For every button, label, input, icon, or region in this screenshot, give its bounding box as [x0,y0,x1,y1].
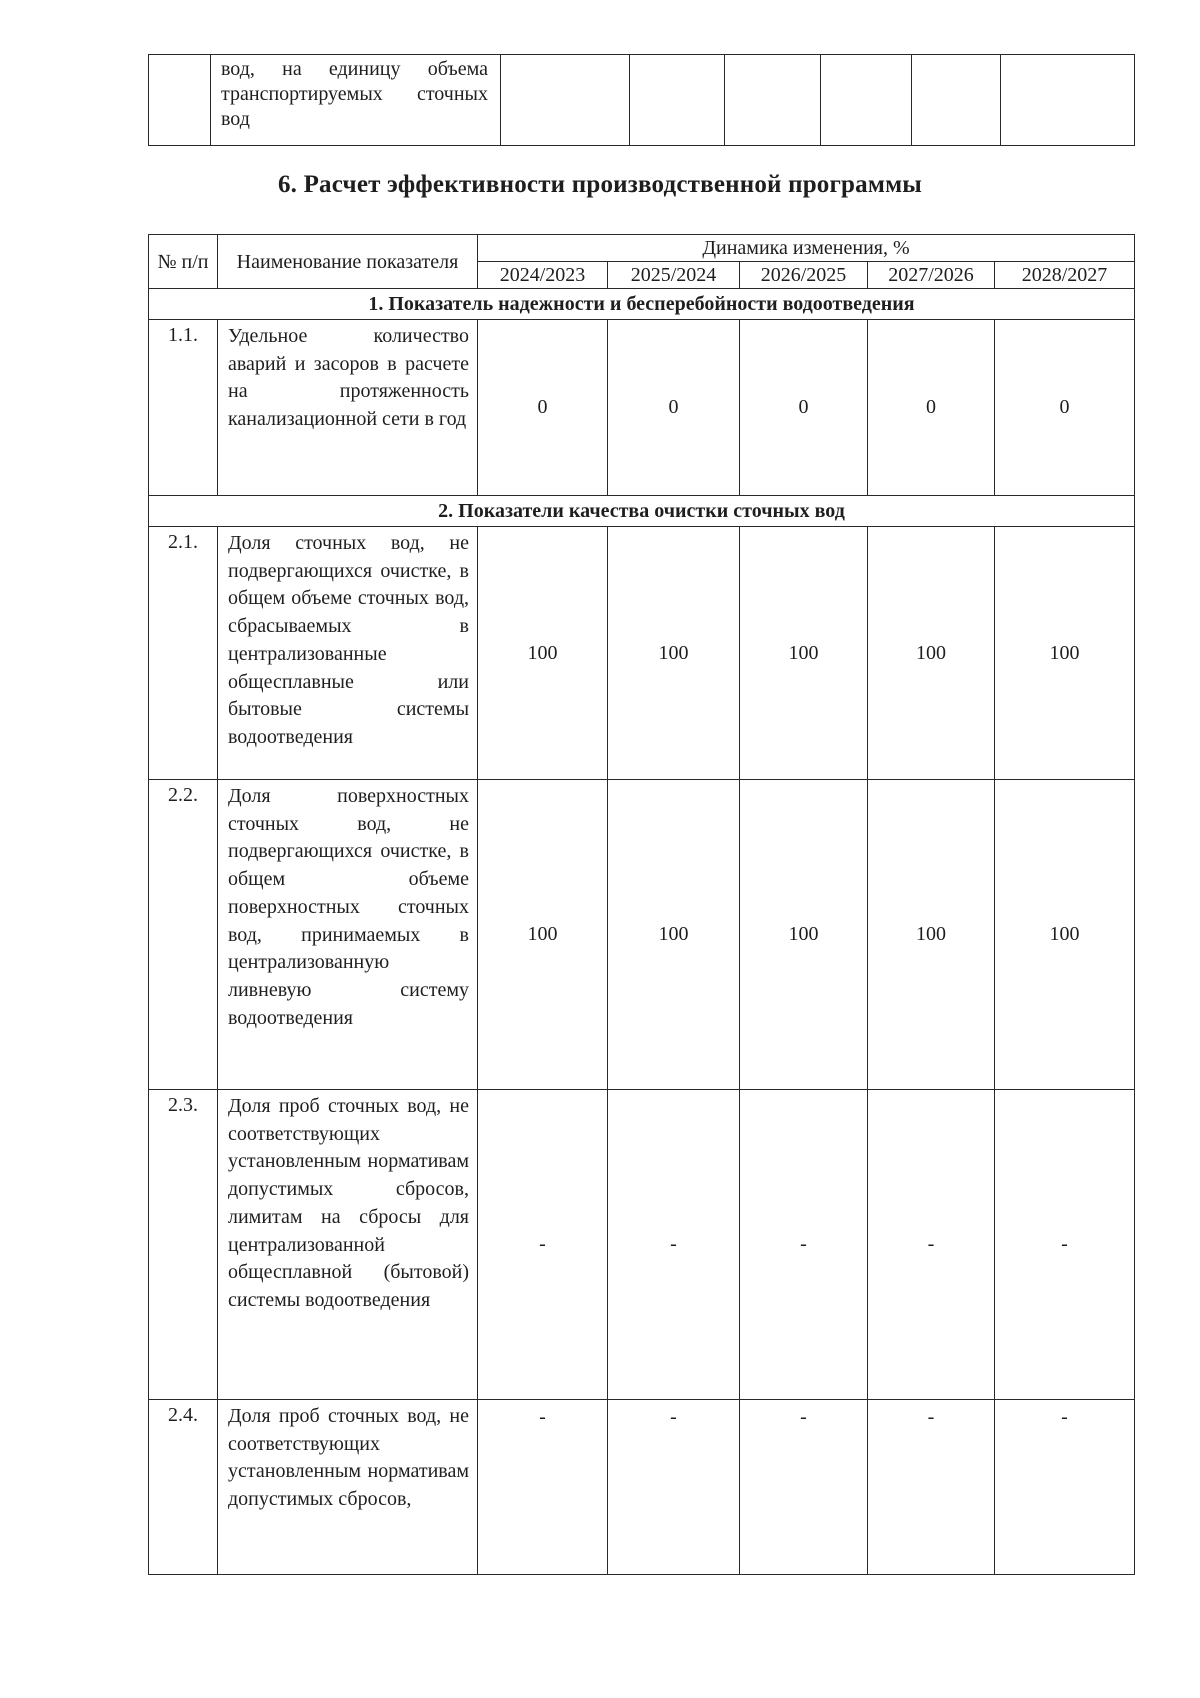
value-cell: 0 [868,320,995,496]
empty-cell [149,55,211,146]
col-header-name: Наименование показателя [218,235,478,289]
value-cell: - [868,1090,995,1400]
value-cell: 100 [740,780,868,1090]
empty-cell [821,55,912,146]
value-cell: 100 [478,527,608,780]
value-cell: 100 [608,527,740,780]
empty-cell [912,55,1001,146]
value-cell: 100 [478,780,608,1090]
row-number: 2.2. [149,780,218,1090]
indicator-cell [218,1400,478,1575]
value-cell: - [995,1090,1135,1400]
empty-cell [1001,55,1135,146]
value-cell: 100 [868,780,995,1090]
indicator-cell [218,780,478,1090]
table-row [149,780,1135,1090]
continuation-table [148,54,1135,146]
indicator-name: Доля поверхностных сточных вод, не подвергающихся очистке, в общем объеме поверхностных сточных вод, принимаемых в централизованную ливневую систему водоотведения [228,785,469,1029]
value-cell: - [478,1090,608,1400]
table-row [149,1090,1135,1400]
indicator-name-text: вод, на единицу объема транспортируемых сточных вод [221,58,488,130]
indicator-name-cell [211,55,501,146]
section-title: 6. Расчет эффективности производственной программы [277,171,923,198]
value-cell: - [740,1090,868,1400]
table-row [149,320,1135,496]
empty-cell [725,55,821,146]
indicator-name: Удельное количество аварий и засоров в расчете на протяженность канализационной сети в год [228,325,469,431]
empty-cell [501,55,630,146]
group-title: 2. Показатели качества очистки сточных вод [149,496,1135,527]
value-cell: 100 [740,527,868,780]
indicator-name: Доля проб сточных вод, не соответствующих установленным нормативам допустимых сбросов, [228,1405,469,1511]
row-number: 1.1. [149,320,218,496]
empty-cell [630,55,725,146]
value-cell: 0 [608,320,740,496]
value-cell: - [740,1400,868,1575]
col-header-number: № п/п [149,235,218,289]
value-cell: 100 [995,527,1135,780]
col-header-period: 2025/2024 [608,262,740,289]
value-cell: 0 [740,320,868,496]
table-row [149,527,1135,780]
indicator-name: Доля проб сточных вод, не соответствующих установленным нормативам допустимых сбросов, лимитам на сбросы для централизованной общесплавной (бытовой) системы водоотведения [228,1095,469,1311]
row-number: 2.4. [149,1400,218,1575]
value-cell: - [868,1400,995,1575]
value-cell: - [608,1400,740,1575]
table-row [149,1400,1135,1575]
row-number: 2.1. [149,527,218,780]
indicator-cell [218,320,478,496]
value-cell: - [995,1400,1135,1575]
group-title: 1. Показатель надежности и бесперебойности водоотведения [149,289,1135,320]
indicator-cell [218,1090,478,1400]
value-cell: 0 [478,320,608,496]
col-header-period: 2028/2027 [995,262,1135,289]
indicator-name: Доля сточных вод, не подвергающихся очистке, в общем объеме сточных вод, сбрасываемых в централизованные общесплавные или бытовые системы водоотведения [228,532,469,748]
col-header-period: 2026/2025 [740,262,868,289]
row-number: 2.3. [149,1090,218,1400]
value-cell: 100 [868,527,995,780]
value-cell: - [608,1090,740,1400]
efficiency-table [148,234,1135,1575]
col-header-dynamics: Динамика изменения, % [478,235,1135,262]
value-cell: 100 [995,780,1135,1090]
value-cell: 100 [608,780,740,1090]
value-cell: 0 [995,320,1135,496]
value-cell: - [478,1400,608,1575]
indicator-cell [218,527,478,780]
col-header-period: 2027/2026 [868,262,995,289]
col-header-period: 2024/2023 [478,262,608,289]
